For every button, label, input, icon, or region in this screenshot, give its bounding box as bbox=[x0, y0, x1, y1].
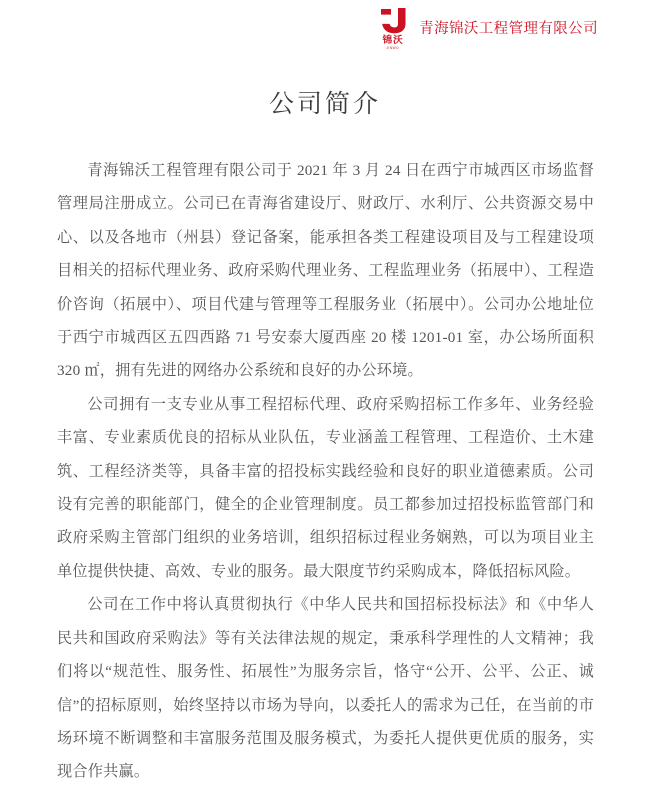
page-title: 公司简介 bbox=[268, 91, 381, 118]
letterhead bbox=[0, 0, 650, 62]
logo-pinyin-text: JINWO bbox=[386, 46, 400, 50]
company-brand bbox=[371, 6, 598, 56]
company-j-logo-icon bbox=[378, 7, 408, 34]
document-body bbox=[0, 120, 650, 789]
paragraph: 公司在工作中将认真贯彻执行《中华人民共和国招标投标法》和《中华人民共和国政府采购法》等有关法律法规的规定，秉承科学理性的人文精神；我们将以“规范性、服务性、拓展性”为服务宗旨，恪守“公开、公平、公正、诚信”的招标原则，始终坚持以市场为导向，以委托人的需求为己任，在当前的市场环境不断调整和丰富服务范围及服务模式，为委托人提供更优质的服务，实现合作共赢。 bbox=[57, 596, 594, 781]
paragraph: 青海锦沃工程管理有限公司于 2021 年 3 月 24 日在西宁市城西区市场监督管理局注册成立。公司已在青海省建设厅、财政厅、水利厅、公共资源交易中心、以及各地市（州县）登记备案，能承担各类工程建设项目及与工程建设项目相关的招标代理业务、政府采购代理业务、工程监理业务（拓展中）、工程造价咨询（拓展中）、项目代建与管理等工程服务业（拓展中）。公司办公地址位于西宁市城西区五四西路 71 号安泰大厦西座 20 楼 1201-01 室，办公场所面积 320 ㎡，拥有先进的网络办公系统和良好的办公环境。 bbox=[57, 162, 594, 380]
company-logo bbox=[371, 6, 415, 56]
paragraph: 公司拥有一支专业从事工程招标代理、政府采购招标工作多年、业务经验丰富、专业素质优良的招标从业队伍，专业涵盖工程管理、工程造价、土木建筑、工程经济类等，具备丰富的招投标实践经验和良好的职业道德素质。公司设有完善的职能部门，健全的企业管理制度。员工都参加过招投标监管部门和政府采购主管部门组织的业务培训，组织招标过程业务娴熟，可以为项目业主单位提供快捷、高效、专业的服务。最大限度节约采购成本，降低招标风险。 bbox=[57, 395, 594, 580]
company-name: 青海锦沃工程管理有限公司 bbox=[419, 21, 598, 38]
logo-chinese-text: 锦沃 bbox=[382, 35, 404, 46]
